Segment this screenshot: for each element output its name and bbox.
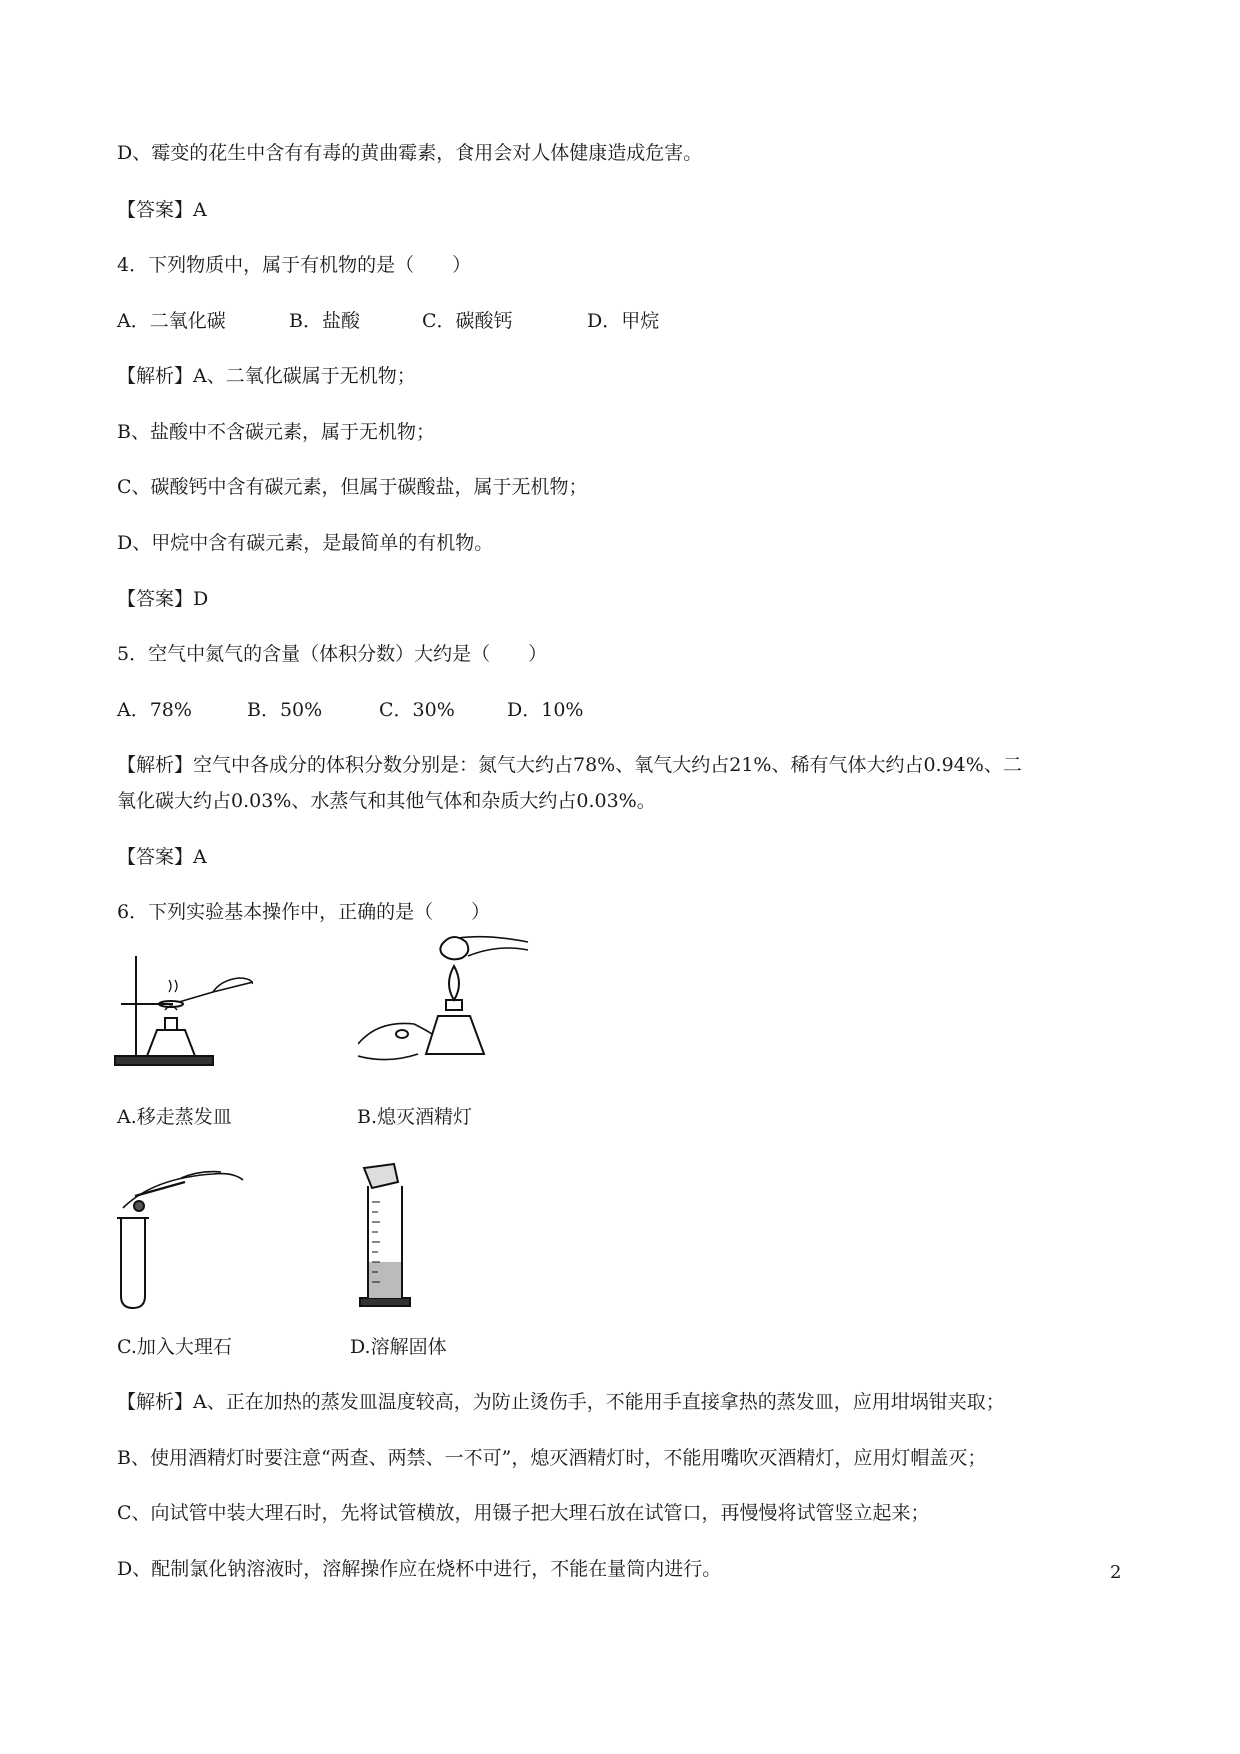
q4-answer: 【答案】D bbox=[117, 588, 209, 610]
figure-caption-c: C.加入大理石 bbox=[117, 1336, 232, 1358]
q4-option-a: A．二氧化碳 bbox=[117, 310, 226, 332]
q3-answer: 【答案】A bbox=[117, 199, 207, 221]
q5-option-d: D．10% bbox=[507, 699, 584, 721]
q5-option-c: C．30% bbox=[379, 699, 455, 721]
q4-analysis-line: C、碳酸钙中含有碳元素，但属于碳酸盐，属于无机物； bbox=[117, 476, 588, 498]
figure-test-tube bbox=[115, 1162, 245, 1312]
q5-option-a: A．78% bbox=[117, 699, 192, 721]
q4-stem: 4．下列物质中，属于有机物的是（ ） bbox=[117, 254, 472, 276]
q5-answer: 【答案】A bbox=[117, 846, 207, 868]
q5-analysis-line: 氧化碳大约占0.03%、水蒸气和其他气体和杂质大约占0.03%。 bbox=[117, 790, 656, 812]
q6-analysis-line: C、向试管中装大理石时，先将试管横放，用镊子把大理石放在试管口，再慢慢将试管竖立起来； bbox=[117, 1502, 930, 1524]
q4-option-d: D．甲烷 bbox=[587, 310, 660, 332]
q6-stem: 6．下列实验基本操作中，正确的是（ ） bbox=[117, 901, 491, 923]
q6-analysis-line: B、使用酒精灯时要注意“两查、两禁、一不可”，熄灭酒精灯时，不能用嘴吹灭酒精灯，应用灯帽盖灭； bbox=[117, 1447, 987, 1469]
figure-caption-a: A.移走蒸发皿 bbox=[117, 1106, 232, 1128]
q6-analysis-line: 【解析】A、正在加热的蒸发皿温度较高，为防止烫伤手，不能用手直接拿热的蒸发皿，应用坩埚钳夹取； bbox=[117, 1391, 1005, 1413]
page-number: 2 bbox=[1110, 1562, 1122, 1583]
q5-analysis-line: 【解析】空气中各成分的体积分数分别是：氮气大约占78%、氧气大约占21%、稀有气体大约占0.94%、二 bbox=[117, 754, 1022, 776]
q4-option-b: B．盐酸 bbox=[289, 310, 360, 332]
figure-caption-d: D.溶解固体 bbox=[350, 1336, 447, 1358]
q5-options bbox=[117, 696, 583, 724]
q4-analysis-line: 【解析】A、二氧化碳属于无机物； bbox=[117, 365, 416, 387]
q3-analysis-d: D、霉变的花生中含有有毒的黄曲霉素，食用会对人体健康造成危害。 bbox=[117, 142, 703, 164]
figure-evaporating-dish bbox=[113, 952, 253, 1070]
q4-options bbox=[117, 307, 659, 335]
q5-option-b: B．50% bbox=[247, 699, 323, 721]
figure-caption-b: B.熄灭酒精灯 bbox=[357, 1106, 473, 1128]
q5-stem: 5．空气中氮气的含量（体积分数）大约是（ ） bbox=[117, 643, 548, 665]
q6-analysis-line: D、配制氯化钠溶液时，溶解操作应在烧杯中进行，不能在量筒内进行。 bbox=[117, 1558, 722, 1580]
q4-analysis-line: B、盐酸中不含碳元素，属于无机物； bbox=[117, 421, 435, 443]
figure-alcohol-lamp bbox=[358, 930, 534, 1070]
figure-graduated-cylinder bbox=[358, 1162, 438, 1312]
q4-option-c: C．碳酸钙 bbox=[422, 310, 513, 332]
q4-analysis-line: D、甲烷中含有碳元素，是最简单的有机物。 bbox=[117, 532, 494, 554]
